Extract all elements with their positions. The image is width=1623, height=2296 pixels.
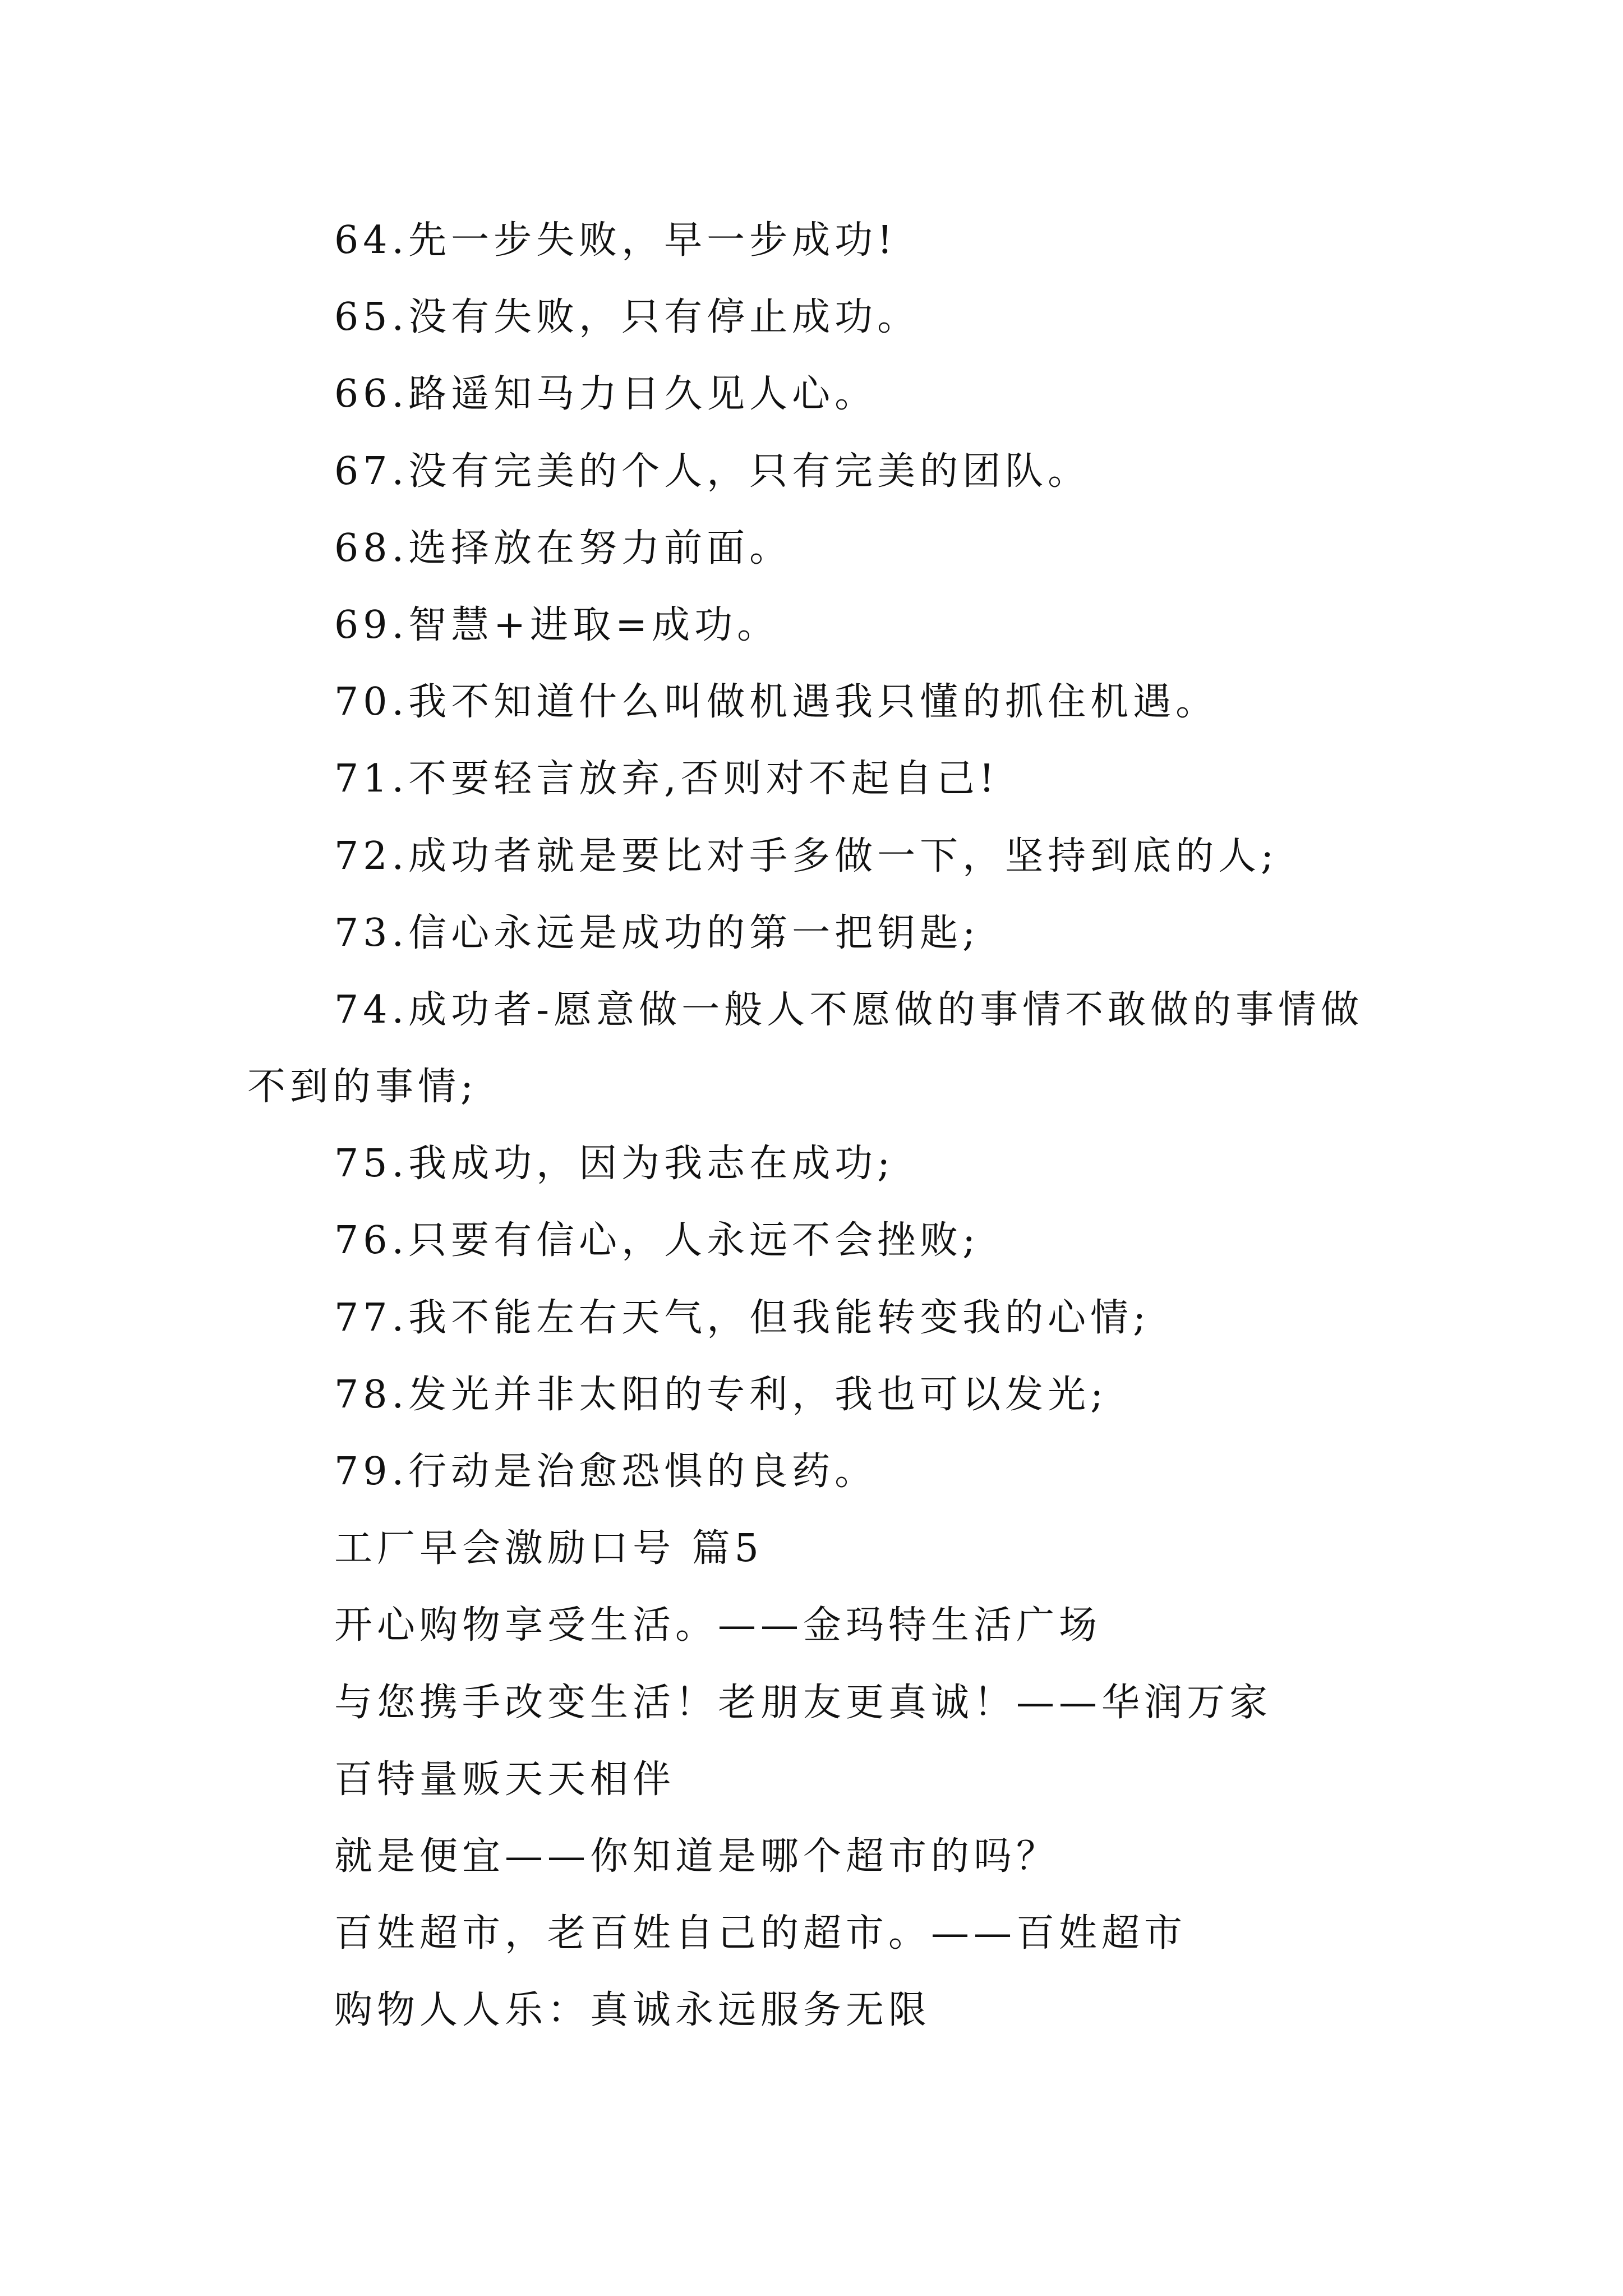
slogan-line: 百特量贩天天相伴 [334,1757,676,1802]
quote-line-64: 64.先一步失败，早一步成功! [334,218,897,263]
quote-line-66: 66.路遥知马力日久见人心。 [334,372,878,417]
quote-line-79: 79.行动是治愈恐惧的良药。 [334,1450,878,1494]
slogan-line: 与您携手改变生活！老朋友更真诚！——华润万家 [334,1680,1272,1725]
quote-line-69: 69.智慧+进取=成功。 [334,602,780,647]
slogan-line: 百姓超市，老百姓自己的超市。——百姓超市 [334,1911,1187,1956]
document-body [247,202,1380,2049]
quote-line-68: 68.选择放在努力前面。 [334,526,792,570]
quote-line-67: 67.没有完美的个人，只有完美的团队。 [334,449,1091,494]
section-heading: 工厂早会激励口号 篇5 [334,1526,763,1571]
quote-line-76: 76.只要有信心，人永远不会挫败; [334,1218,980,1263]
quote-line-65: 65.没有失败，只有停止成功。 [334,295,920,340]
quote-line-77: 77.我不能左右天气，但我能转变我的心情; [334,1295,1151,1340]
quote-line-78: 78.发光并非太阳的专利，我也可以发光; [334,1372,1108,1417]
quote-line-74: 74.成功者-愿意做一般人不愿做的事情不敢做的事情做不到的事情; [247,987,1364,1110]
slogan-line: 开心购物享受生活。——金玛特生活广场 [334,1603,1102,1648]
quote-line-71: 71.不要轻言放弃,否则对不起自己! [334,757,999,802]
slogan-line: 就是便宜——你知道是哪个超市的吗？ [334,1834,1059,1879]
quote-line-75: 75.我成功，因为我志在成功; [334,1142,895,1186]
quote-line-70: 70.我不知道什么叫做机遇我只懂的抓住机遇。 [334,680,1219,725]
slogan-line: 购物人人乐：真诚永远服务无限 [334,1988,932,2033]
quote-line-73: 73.信心永远是成功的第一把钥匙; [334,910,980,955]
quote-line-72: 72.成功者就是要比对手多做一下，坚持到底的人; [334,834,1279,878]
